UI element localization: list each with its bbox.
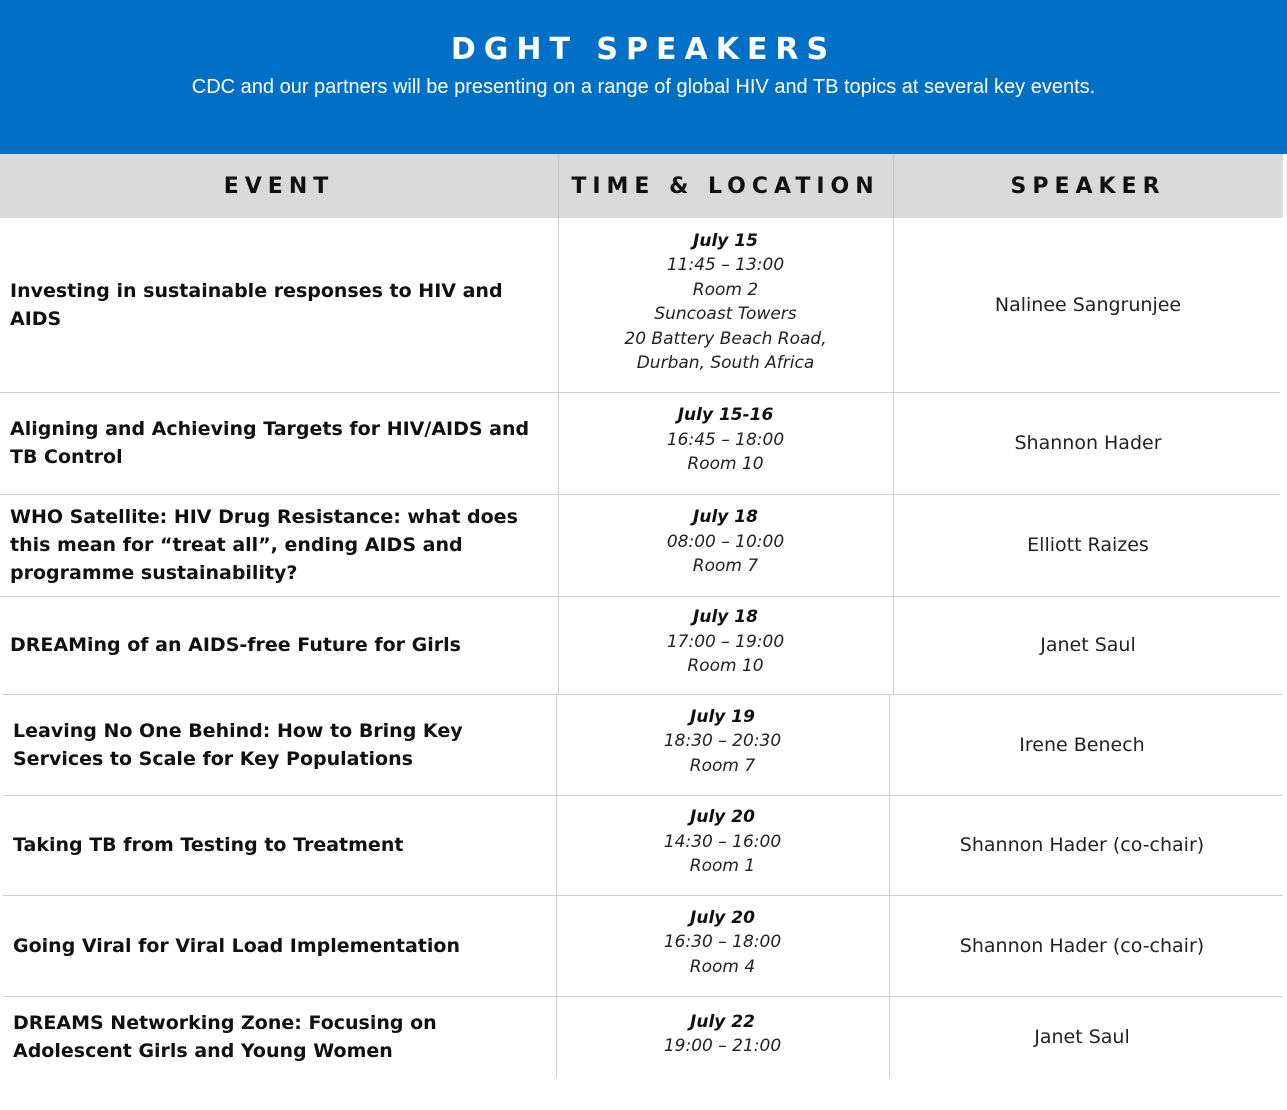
event-title — [10, 392, 548, 494]
header-divider — [893, 154, 894, 218]
time-location-line: Room 7 — [692, 556, 759, 577]
column-divider — [893, 494, 894, 596]
event-title — [13, 996, 545, 1078]
time-location-line: 16:45 – 18:00 — [666, 429, 785, 450]
banner — [0, 0, 1287, 154]
column-divider — [889, 895, 890, 996]
column-divider — [558, 392, 559, 494]
time-location-line: 11:45 – 13:00 — [666, 255, 785, 275]
event-title — [10, 494, 548, 596]
table-row — [0, 494, 1287, 596]
event-date: July 19 — [690, 706, 755, 727]
event-date: July 15 — [693, 230, 758, 251]
time-location-line: Room 2 — [692, 279, 759, 300]
time-location-line: 17:00 – 19:00 — [666, 631, 785, 652]
event-title — [10, 218, 548, 392]
time-location — [556, 795, 889, 889]
table-row — [0, 218, 1287, 392]
table-row — [0, 392, 1287, 494]
header-divider — [558, 154, 559, 218]
time-location-line: Suncoast Towers — [654, 304, 797, 324]
table-row — [0, 596, 1287, 694]
event-title-text: Going Viral for Viral Load Implementation — [13, 934, 460, 957]
time-location-line: Room 10 — [687, 454, 764, 475]
table-row — [0, 694, 1287, 795]
time-location-line: 16:30 – 18:00 — [663, 932, 782, 953]
event-title — [10, 596, 548, 694]
event-date: July 18 — [693, 507, 758, 528]
column-divider — [558, 596, 559, 694]
time-location — [556, 996, 889, 1072]
event-title-text: Investing in sustainable responses to HIV and AIDS — [10, 280, 503, 330]
column-divider — [889, 795, 890, 895]
column-divider — [893, 218, 894, 392]
event-title-text: Taking TB from Testing to Treatment — [13, 834, 404, 856]
speaker-name: Shannon Hader (co-chair) — [959, 834, 1205, 856]
column-divider — [889, 996, 890, 1078]
time-location-line: Room 10 — [687, 656, 764, 677]
header-time-location: TIME & LOCATION — [571, 173, 880, 199]
column-divider — [556, 795, 557, 895]
speaker-name: Irene Benech — [1019, 733, 1145, 756]
column-divider — [556, 895, 557, 996]
time-location — [556, 895, 889, 990]
header-event: EVENT — [223, 173, 335, 199]
time-location-line: 08:00 – 10:00 — [666, 531, 785, 552]
column-divider — [556, 996, 557, 1078]
time-location-line: 18:30 – 20:30 — [663, 731, 782, 752]
event-title — [13, 895, 545, 996]
time-location-line: Room 4 — [689, 956, 756, 977]
page-subtitle: CDC and our partners will be presenting on a range of global HIV and TB topics at several key events. — [191, 76, 1096, 98]
speaker-name: Elliott Raizes — [1027, 534, 1149, 556]
event-title — [13, 795, 545, 895]
column-divider — [558, 494, 559, 596]
column-divider — [893, 392, 894, 494]
time-location — [558, 392, 893, 488]
time-location-line: Durban, South Africa — [636, 353, 815, 373]
speaker-name: Shannon Hader — [1014, 432, 1162, 454]
table-row — [0, 996, 1287, 1078]
header-speaker: SPEAKER — [1010, 173, 1166, 199]
column-divider — [558, 218, 559, 392]
event-title-text: Leaving No One Behind: How to Bring Key Services to Scale for Key Populations — [13, 719, 463, 770]
column-divider — [893, 596, 894, 694]
event-title-text: DREAMS Networking Zone: Focusing on Adolescent Girls and Young Women — [13, 1012, 437, 1062]
event-title — [13, 694, 545, 795]
speaker-name: Nalinee Sangrunjee — [994, 294, 1182, 316]
speaker-name: Janet Saul — [1040, 634, 1136, 656]
table-header — [0, 154, 1283, 218]
column-divider — [556, 694, 557, 795]
event-title-text: WHO Satellite: HIV Drug Resistance: what does this mean for “treat all”, ending AIDS and programme sustainability? — [10, 506, 518, 584]
time-location-line: 14:30 – 16:00 — [663, 831, 782, 852]
event-date: July 15-16 — [677, 405, 774, 426]
time-location — [556, 694, 889, 789]
event-date: July 20 — [690, 807, 755, 828]
time-location-line: Room 1 — [689, 856, 756, 877]
time-location — [558, 218, 893, 386]
time-location-line: 19:00 – 21:00 — [663, 1036, 782, 1056]
event-date: July 22 — [690, 1011, 755, 1032]
table-row — [0, 795, 1287, 895]
time-location-line: 20 Battery Beach Road, — [624, 328, 827, 349]
event-title-text: Aligning and Achieving Targets for HIV/AIDS and TB Control — [10, 418, 530, 468]
column-divider — [889, 694, 890, 795]
event-date: July 20 — [690, 907, 755, 928]
event-title-text: DREAMing of an AIDS-free Future for Girls — [10, 634, 461, 656]
table-row — [0, 895, 1287, 996]
page-title: DGHT SPEAKERS — [450, 32, 837, 67]
speaker-name: Shannon Hader (co-chair) — [959, 934, 1205, 957]
time-location — [558, 596, 893, 688]
speaker-name: Janet Saul — [1034, 1026, 1130, 1048]
time-location-line: Room 7 — [689, 755, 756, 776]
time-location — [558, 494, 893, 590]
event-date: July 18 — [693, 607, 758, 628]
